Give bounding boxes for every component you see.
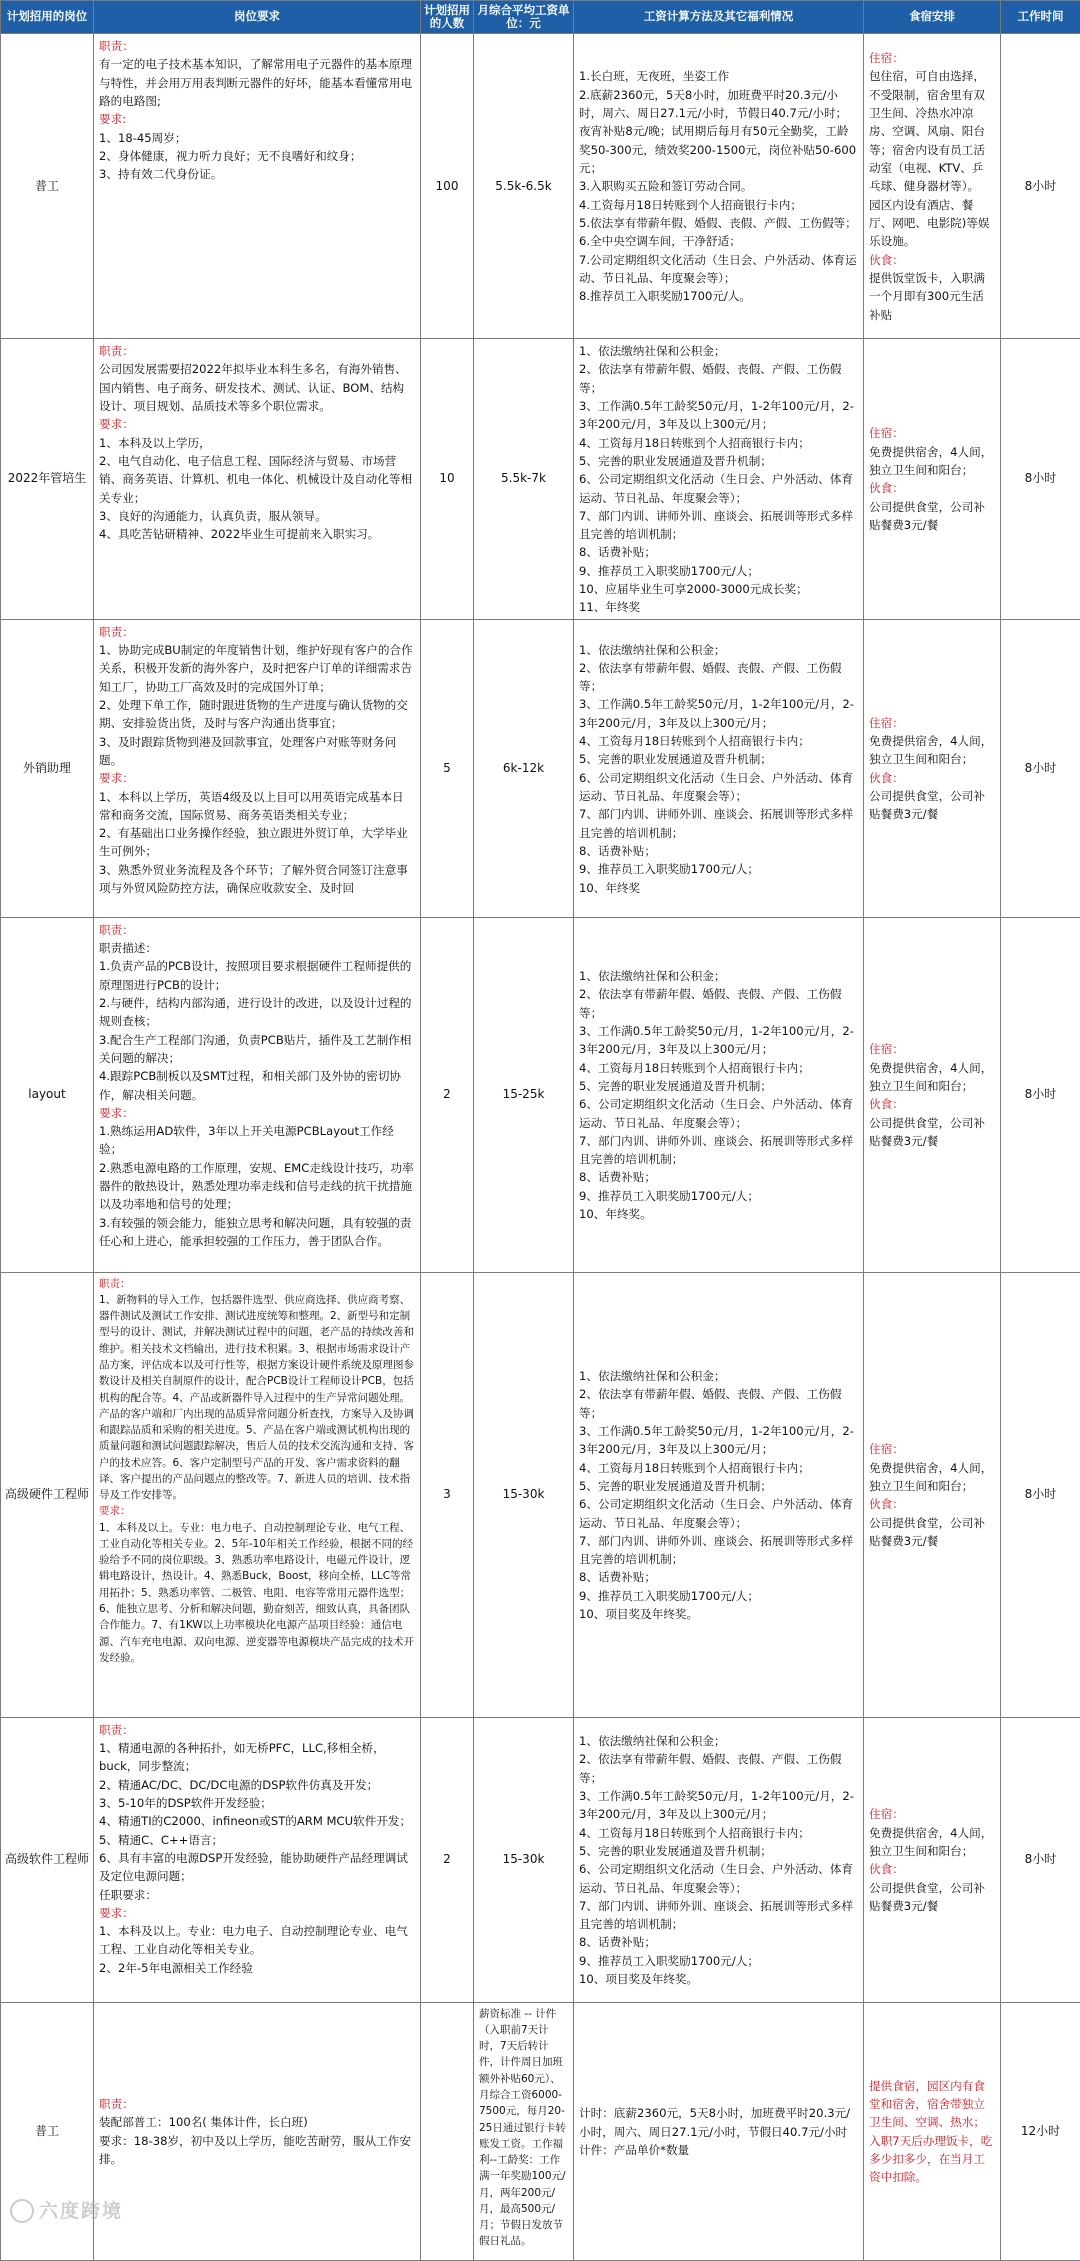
- text-line: 9、推荐员工入职奖励1700元/人；: [579, 1187, 858, 1205]
- cell-requirements: [94, 2002, 421, 2260]
- cell-salary: 15-30k: [474, 1717, 574, 2002]
- text-line: 有一定的电子技术基本知识，了解常用电子元器件的基本原理与特性，并会用万用表判断元器件的好坏，能基本看懂常用电路的电路图;: [99, 55, 415, 110]
- header-hours: 工作时间: [1001, 1, 1080, 34]
- text-line: 1、本科以上学历，英语4级及以上目可以用英语完成基本日常和商务交流，国际贸易、商务英语类相关专业；: [99, 788, 415, 825]
- text-line: 3.有较强的领会能力，能独立思考和解决问题，具有较强的责任心和上进心，能承担较强的工作压力，善于团队合作。: [99, 1214, 415, 1251]
- cell-benefits: [574, 1272, 864, 1717]
- header-benefits: 工资计算方法及其它福利情况: [574, 1, 864, 34]
- text-line: 2、身体健康，视力听力良好；无不良嗜好和纹身；: [99, 147, 415, 165]
- text-line: 2、依法享有带薪年假、婚假、丧假、产假、工伤假等；: [579, 985, 858, 1022]
- text-line: 3、良好的沟通能力，认真负责，服从领导。: [99, 507, 415, 525]
- text-line: 6、公司定期组织文化活动（生日会、户外活动、体育运动、节日礼品、年度聚会等）；: [579, 1095, 858, 1132]
- text-line: 公司提供食堂，公司补贴餐费3元/餐: [869, 498, 995, 535]
- text-line: 2、2年-5年电源相关工作经验: [99, 1959, 415, 1977]
- text-line: 2、电气自动化、电子信息工程、国际经济与贸易、市场营销、商务英语、计算机、机电一体化、机械设计及自动化等相关专业；: [99, 452, 415, 507]
- header-position: 计划招用的岗位: [1, 1, 94, 34]
- cell-benefits: [574, 2002, 864, 2260]
- text-line: 7、部门内训、讲师外训、座谈会、拓展训等形式多样且完善的培训机制；: [579, 507, 858, 544]
- text-line: 10、项目奖及年终奖。: [579, 1605, 858, 1623]
- cell-requirements: [94, 917, 421, 1272]
- text-line: 2、有基础出口业务操作经验，独立跟进外贸订单，大学毕业生可例外；: [99, 824, 415, 861]
- text-line: 3、5-10年的DSP软件开发经验；: [99, 1794, 415, 1812]
- text-line: 7、部门内训、讲师外训、座谈会、拓展训等形式多样且完善的培训机制；: [579, 1132, 858, 1169]
- cell-position: 外销助理: [1, 619, 94, 917]
- text-line: 1、依法缴纳社保和公积金；: [579, 967, 858, 985]
- text-line: 职责：: [99, 2095, 415, 2113]
- text-line: 住宿：: [869, 1040, 995, 1058]
- header-salary: 月综合平均工资单位：元: [474, 1, 574, 34]
- text-line: 9、推荐员工入职奖励1700元/人；: [579, 1952, 858, 1970]
- text-line: 包住宿，可自由选择，不受限制，宿舍里有双卫生间、冷热水冲凉房、空调、风扇、阳台等；宿舍内设有员工活动室（电视、KTV、乒乓球、健身器材等）。: [869, 67, 995, 195]
- text-line: 4、具吃苦钻研精神、2022毕业生可提前来入职实习。: [99, 525, 415, 543]
- text-line: 1、新物料的导入工作，包括器件选型、供应商选择、供应商考察、器件测试及测试工作安排、测试进度统筹和整理。2、新型号和定制型号的设计、测试，并解决测试过程中的问题，老产品的持续改善和维护。相关技术文档输出，进行技术积累。3、根据市场需求设计产品方案，评估成本以及可行性等，根据方案设计硬件系统及原理图参数设计及相关自制原件的设计，配合PCB设计工程师设计PCB，包括机构的配合等。4、产品或新器件导入过程中的生产异常问题处理。产品的客户端和厂内出现的品质异常问题分析查找，方案导入及协调和跟踪品质和采购的相关进度。5、产品在客户端或测试机构出现的质量问题和测试问题跟踪解决，售后人员的技术交流沟通和支持、客户的技术应答。6、客户定制型号产品的开发、客户需求资料的翻译、客户提出的产品问题点的整改等。7、新进人员的培训、技术指导及工作安排等。: [99, 1292, 415, 1503]
- text-line: 2、依法享有带薪年假、婚假、丧假、产假、工伤假等；: [579, 360, 858, 397]
- text-line: 7.公司定期组织文化活动（生日会、户外活动、体育运动、节日礼品、年度聚会等）；: [579, 251, 858, 288]
- text-line: 伙食：: [869, 1860, 995, 1878]
- text-line: 1、本科及以上。专业：电力电子、自动控制理论专业、电气工程、工业自动化等相关专业。2、5年-10年相关工作经验，根据不同的经验给予不同的岗位职级。3、熟悉功率电路设计，电磁元件设计，逻辑电路设计，热设计。4、熟悉Buck，Boost，移向全桥，LLC等常用拓扑；5、熟悉功率管、二极管、电阻、电容等常用元器件选型；6、能独立思考、分析和解决问题，勤奋刻苦，细致认真，具备团队合作能力。7、有1KW以上功率模块化电源产品项目经验：通信电源、汽车充电电源、双向电源、逆变器等电源模块产品完成的技术开发经验。: [99, 1520, 415, 1666]
- text-line: 6、具有丰富的电源DSP开发经验，能协助硬件产品经理调试及定位电源问题；: [99, 1849, 415, 1886]
- text-line: 职责：: [99, 37, 415, 55]
- cell-lodging: [864, 339, 1001, 620]
- table-row: [1, 917, 1080, 1272]
- text-line: 职责：: [99, 1721, 415, 1739]
- text-line: 2、处理下单工作，随时跟进货物的生产进度与确认货物的交期、安排验货出货，及时与客户沟通出货事宜；: [99, 696, 415, 733]
- text-line: 6.全中央空调车间，干净舒适；: [579, 232, 858, 250]
- text-line: 4、精通TI的C2000、infineon或ST的ARM MCU软件开发；: [99, 1812, 415, 1830]
- cell-lodging: [864, 2002, 1001, 2260]
- text-line: 园区内设有酒店、餐厅、网吧、电影院)等娱乐设施。: [869, 196, 995, 251]
- text-line: 4、工资每月18日转账到个人招商银行卡内；: [579, 732, 858, 750]
- text-line: 免费提供宿舍，4人间，独立卫生间和阳台；: [869, 1059, 995, 1096]
- table-row: [1, 34, 1080, 339]
- text-line: 1、精通电源的各种拓扑，如无桥PFC，LLC,移相全桥，buck，同步整流；: [99, 1739, 415, 1776]
- text-line: 4.跟踪PCB制板以及SMT过程，和相关部门及外协的密切协作，解决相关问题。: [99, 1067, 415, 1104]
- cell-benefits: [574, 917, 864, 1272]
- cell-lodging: [864, 1272, 1001, 1717]
- cell-salary: 5.5k-6.5k: [474, 34, 574, 339]
- text-line: 免费提供宿舍，4人间，独立卫生间和阳台；: [869, 1459, 995, 1496]
- cell-requirements: [94, 1717, 421, 2002]
- text-line: 4、工资每月18日转账到个人招商银行卡内；: [579, 434, 858, 452]
- table-row: [1, 619, 1080, 917]
- cell-requirements: [94, 34, 421, 339]
- text-line: 4、工资每月18日转账到个人招商银行卡内；: [579, 1059, 858, 1077]
- header-row: [1, 1, 1080, 34]
- table-row: [1, 339, 1080, 620]
- header-requirements: 岗位要求: [94, 1, 421, 34]
- text-line: 职责：: [99, 1276, 415, 1292]
- text-line: 1、本科及以上学历，: [99, 434, 415, 452]
- text-line: 职责：: [99, 921, 415, 939]
- text-line: 伙食：: [869, 1095, 995, 1113]
- text-line: 提供食宿，园区内有食堂和宿舍，宿舍带独立卫生间、空调、热水；入职7天后办理饭卡，吃多少扣多少，在当月工资中扣除。: [869, 2077, 995, 2187]
- table-row: [1, 1717, 1080, 2002]
- text-line: 1、依法缴纳社保和公积金；: [579, 641, 858, 659]
- text-line: 职责：: [99, 623, 415, 641]
- cell-requirements: [94, 1272, 421, 1717]
- cell-position: layout: [1, 917, 94, 1272]
- text-line: 6、公司定期组织文化活动（生日会、户外活动、体育运动、节日礼品、年度聚会等）；: [579, 470, 858, 507]
- text-line: 伙食：: [869, 1495, 995, 1513]
- text-line: 3、熟悉外贸业务流程及各个环节；了解外贸合同签订注意事项与外贸风险防控方法，确保应收款安全、及时回: [99, 861, 415, 898]
- text-line: 5、完善的职业发展通道及晋升机制；: [579, 1477, 858, 1495]
- text-line: 提供饭堂饭卡，入职满一个月即有300元生活补贴: [869, 269, 995, 324]
- text-line: 4、工资每月18日转账到个人招商银行卡内；: [579, 1459, 858, 1477]
- cell-count: 2: [421, 1717, 474, 2002]
- cell-hours: 8小时: [1001, 917, 1080, 1272]
- text-line: 10、年终奖: [579, 879, 858, 897]
- cell-position: 普工: [1, 2002, 94, 2260]
- text-line: 3.入职购买五险和签订劳动合同。: [579, 177, 858, 195]
- cell-hours: 12小时: [1001, 2002, 1080, 2260]
- cell-benefits: [574, 1717, 864, 2002]
- text-line: 装配部普工：100名( 集体计件，长白班): [99, 2113, 415, 2131]
- text-line: 1、依法缴纳社保和公积金；: [579, 342, 858, 360]
- cell-hours: 8小时: [1001, 339, 1080, 620]
- cell-benefits: [574, 619, 864, 917]
- table-row: [1, 1272, 1080, 1717]
- text-line: 5、完善的职业发展通道及晋升机制；: [579, 452, 858, 470]
- cell-salary: 5.5k-7k: [474, 339, 574, 620]
- cell-hours: 8小时: [1001, 34, 1080, 339]
- cell-benefits: [574, 34, 864, 339]
- table-row: [1, 2002, 1080, 2260]
- text-line: 11、年终奖: [579, 598, 858, 616]
- text-line: 2、依法享有带薪年假、婚假、丧假、产假、工伤假等；: [579, 659, 858, 696]
- header-count: 计划招用的人数: [421, 1, 474, 34]
- cell-lodging: [864, 34, 1001, 339]
- text-line: 住宿：: [869, 714, 995, 732]
- text-line: 9、推荐员工入职奖励1700元/人；: [579, 1587, 858, 1605]
- text-line: 要求:: [99, 110, 415, 128]
- cell-position: 普工: [1, 34, 94, 339]
- text-line: 2.熟悉电源电路的工作原理，安规、EMC走线设计技巧，功率器件的散热设计，熟悉处理功率走线和信号走线的抗干扰措施以及功率地和信号的处理；: [99, 1159, 415, 1214]
- text-line: 3.配合生产工程部门沟通，负责PCB贴片，插件及工艺制作相关问题的解决；: [99, 1031, 415, 1068]
- text-line: 8、话费补贴；: [579, 1568, 858, 1586]
- text-line: 2.底薪2360元，5天8小时，加班费平时20.3元/小时，周六、周日27.1元/小时，节假日40.7元/小时；夜宵补贴8元/晚；试用期后每月有50元全勤奖，工龄奖50-300元，绩效奖200-1500元，岗位补贴50-600元；: [579, 86, 858, 178]
- cell-requirements: [94, 619, 421, 917]
- text-line: 6、公司定期组织文化活动（生日会、户外活动、体育运动、节日礼品、年度聚会等）；: [579, 1495, 858, 1532]
- text-line: 9、推荐员工入职奖励1700元/人；: [579, 860, 858, 878]
- watermark: [10, 2196, 123, 2224]
- text-line: 职责：: [99, 342, 415, 360]
- text-line: 1.负责产品的PCB设计，按照项目要求根据硬件工程师提供的原理图进行PCB的设计；: [99, 957, 415, 994]
- cell-position: 高级软件工程师: [1, 1717, 94, 2002]
- text-line: 3、工作满0.5年工龄奖50元/月，1-2年100元/月，2-3年200元/月，3年及以上300元/月；: [579, 1422, 858, 1459]
- text-line: 1、协助完成BU制定的年度销售计划，维护好现有客户的合作关系，积极开发新的海外客户，及时把客户订单的详细需求告知工厂，协助工厂高效及时的完成国外订单；: [99, 641, 415, 696]
- cell-count: 2: [421, 917, 474, 1272]
- text-line: 任职要求：: [99, 1886, 415, 1904]
- text-line: 3、工作满0.5年工龄奖50元/月，1-2年100元/月，2-3年200元/月，3年及以上300元/月；: [579, 1787, 858, 1824]
- text-line: 要求：: [99, 769, 415, 787]
- text-line: 8.推荐员工入职奖励1700元/人。: [579, 287, 858, 305]
- text-line: 住宿：: [869, 49, 995, 67]
- text-line: 3、工作满0.5年工龄奖50元/月，1-2年100元/月，2-3年200元/月，3年及以上300元/月；: [579, 695, 858, 732]
- text-line: 1、本科及以上。专业：电力电子、自动控制理论专业、电气工程、工业自动化等相关专业。: [99, 1922, 415, 1959]
- text-line: 5、精通C、C++语言；: [99, 1831, 415, 1849]
- text-line: 1、18-45周岁；: [99, 129, 415, 147]
- cell-position: 高级硬件工程师: [1, 1272, 94, 1717]
- text-line: 住宿：: [869, 424, 995, 442]
- text-line: 1、依法缴纳社保和公积金；: [579, 1367, 858, 1385]
- text-line: 计时：底薪2360元，5天8小时，加班费平时20.3元/小时，周六、周日27.1元/小时，节假日40.7元/小时: [579, 2104, 858, 2141]
- text-line: 要求：: [99, 415, 415, 433]
- cell-lodging: [864, 619, 1001, 917]
- text-line: 2、依法享有带薪年假、婚假、丧假、产假、工伤假等；: [579, 1750, 858, 1787]
- text-line: 3、工作满0.5年工龄奖50元/月，1-2年100元/月，2-3年200元/月，3年及以上300元/月；: [579, 1022, 858, 1059]
- text-line: 10、应届毕业生可享2000-3000元成长奖；: [579, 580, 858, 598]
- text-line: 伙食：: [869, 251, 995, 269]
- cell-salary: 15-30k: [474, 1272, 574, 1717]
- text-line: 公司因发展需要招2022年拟毕业本科生多名，有海外销售、国内销售、电子商务、研发技术、测试、认证、BOM、结构设计、项目规划、品质技术等多个职位需求。: [99, 360, 415, 415]
- text-line: 5、完善的职业发展通道及晋升机制；: [579, 1842, 858, 1860]
- text-line: 10、年终奖。: [579, 1205, 858, 1223]
- cell-salary: 15-25k: [474, 917, 574, 1272]
- cell-hours: 8小时: [1001, 1717, 1080, 2002]
- text-line: 9、推荐员工入职奖励1700元/人；: [579, 562, 858, 580]
- text-line: 伙食：: [869, 479, 995, 497]
- text-line: 7、部门内训、讲师外训、座谈会、拓展训等形式多样且完善的培训机制；: [579, 1532, 858, 1569]
- text-line: 5、完善的职业发展通道及晋升机制；: [579, 750, 858, 768]
- text-line: 计件：产品单价*数量: [579, 2141, 858, 2159]
- watermark-text: 六度跨境: [39, 2200, 123, 2222]
- watermark-logo-icon: [10, 2199, 34, 2223]
- text-line: 公司提供食堂，公司补贴餐费3元/餐: [869, 1114, 995, 1151]
- text-line: 住宿：: [869, 1805, 995, 1823]
- text-line: 免费提供宿舍，4人间，独立卫生间和阳台；: [869, 1824, 995, 1861]
- cell-benefits: [574, 339, 864, 620]
- text-line: 要求：: [99, 1503, 415, 1519]
- text-line: 3、工作满0.5年工龄奖50元/月，1-2年100元/月，2-3年200元/月，3年及以上300元/月；: [579, 397, 858, 434]
- text-line: 公司提供食堂，公司补贴餐费3元/餐: [869, 787, 995, 824]
- cell-salary: 薪资标准 -- 计件（入职前7天计时，7天后转计件，计件周日加班额外补贴60元）、月综合工资6000-7500元，每月20-25日通过银行卡转账发工资。工作福利--工龄奖：工作满一年奖励100元/月，两年200元/月，最高500元/月；节假日发放节假日礼品。: [474, 2002, 574, 2260]
- cell-lodging: [864, 917, 1001, 1272]
- text-line: 6、公司定期组织文化活动（生日会、户外活动、体育运动、节日礼品、年度聚会等）；: [579, 1860, 858, 1897]
- text-line: 5.依法享有带薪年假、婚假、丧假、产假、工伤假等；: [579, 214, 858, 232]
- text-line: 2.与硬件，结构内部沟通，进行设计的改进，以及设计过程的规则查核；: [99, 994, 415, 1031]
- cell-hours: 8小时: [1001, 1272, 1080, 1717]
- text-line: 1.长白班，无夜班，坐姿工作: [579, 67, 858, 85]
- header-lodging: 食宿安排: [864, 1, 1001, 34]
- text-line: 公司提供食堂，公司补贴餐费3元/餐: [869, 1879, 995, 1916]
- text-line: 3、持有效二代身份证。: [99, 165, 415, 183]
- cell-count: 5: [421, 619, 474, 917]
- cell-count: 3: [421, 1272, 474, 1717]
- text-line: 1.熟练运用AD软件，3年以上开关电源PCBLayout工作经验；: [99, 1122, 415, 1159]
- cell-lodging: [864, 1717, 1001, 2002]
- text-line: 要求：: [99, 1104, 415, 1122]
- text-line: 2、精通AC/DC、DC/DC电源的DSP软件仿真及开发；: [99, 1776, 415, 1794]
- cell-requirements: [94, 339, 421, 620]
- text-line: 4.工资每月18日转账到个人招商银行卡内；: [579, 196, 858, 214]
- text-line: 职责描述：: [99, 939, 415, 957]
- text-line: 公司提供食堂，公司补贴餐费3元/餐: [869, 1514, 995, 1551]
- text-line: 8、话费补贴；: [579, 842, 858, 860]
- text-line: 2、依法享有带薪年假、婚假、丧假、产假、工伤假等；: [579, 1385, 858, 1422]
- text-line: 伙食：: [869, 769, 995, 787]
- text-line: 8、话费补贴；: [579, 1168, 858, 1186]
- text-line: 7、部门内训、讲师外训、座谈会、拓展训等形式多样且完善的培训机制；: [579, 805, 858, 842]
- text-line: 10、项目奖及年终奖。: [579, 1970, 858, 1988]
- cell-count: 10: [421, 339, 474, 620]
- cell-position: 2022年管培生: [1, 339, 94, 620]
- text-line: 免费提供宿舍，4人间，独立卫生间和阳台；: [869, 732, 995, 769]
- text-line: 5、完善的职业发展通道及晋升机制；: [579, 1077, 858, 1095]
- text-line: 3、及时跟踪货物到港及回款事宜，处理客户对账等财务问题。: [99, 733, 415, 770]
- cell-salary: 6k-12k: [474, 619, 574, 917]
- text-line: 4、工资每月18日转账到个人招商银行卡内；: [579, 1824, 858, 1842]
- cell-hours: 8小时: [1001, 619, 1080, 917]
- text-line: 免费提供宿舍，4人间，独立卫生间和阳台；: [869, 443, 995, 480]
- text-line: 8、话费补贴；: [579, 1933, 858, 1951]
- text-line: 住宿：: [869, 1440, 995, 1458]
- cell-count: [421, 2002, 474, 2260]
- cell-count: 100: [421, 34, 474, 339]
- text-line: 8、话费补贴；: [579, 543, 858, 561]
- text-line: 要求：: [99, 1904, 415, 1922]
- text-line: 7、部门内训、讲师外训、座谈会、拓展训等形式多样且完善的培训机制；: [579, 1897, 858, 1934]
- text-line: 1、依法缴纳社保和公积金；: [579, 1732, 858, 1750]
- text-line: 6、公司定期组织文化活动（生日会、户外活动、体育运动、节日礼品、年度聚会等）；: [579, 769, 858, 806]
- text-line: 要求：18-38岁，初中及以上学历，能吃苦耐劳，服从工作安排。: [99, 2132, 415, 2169]
